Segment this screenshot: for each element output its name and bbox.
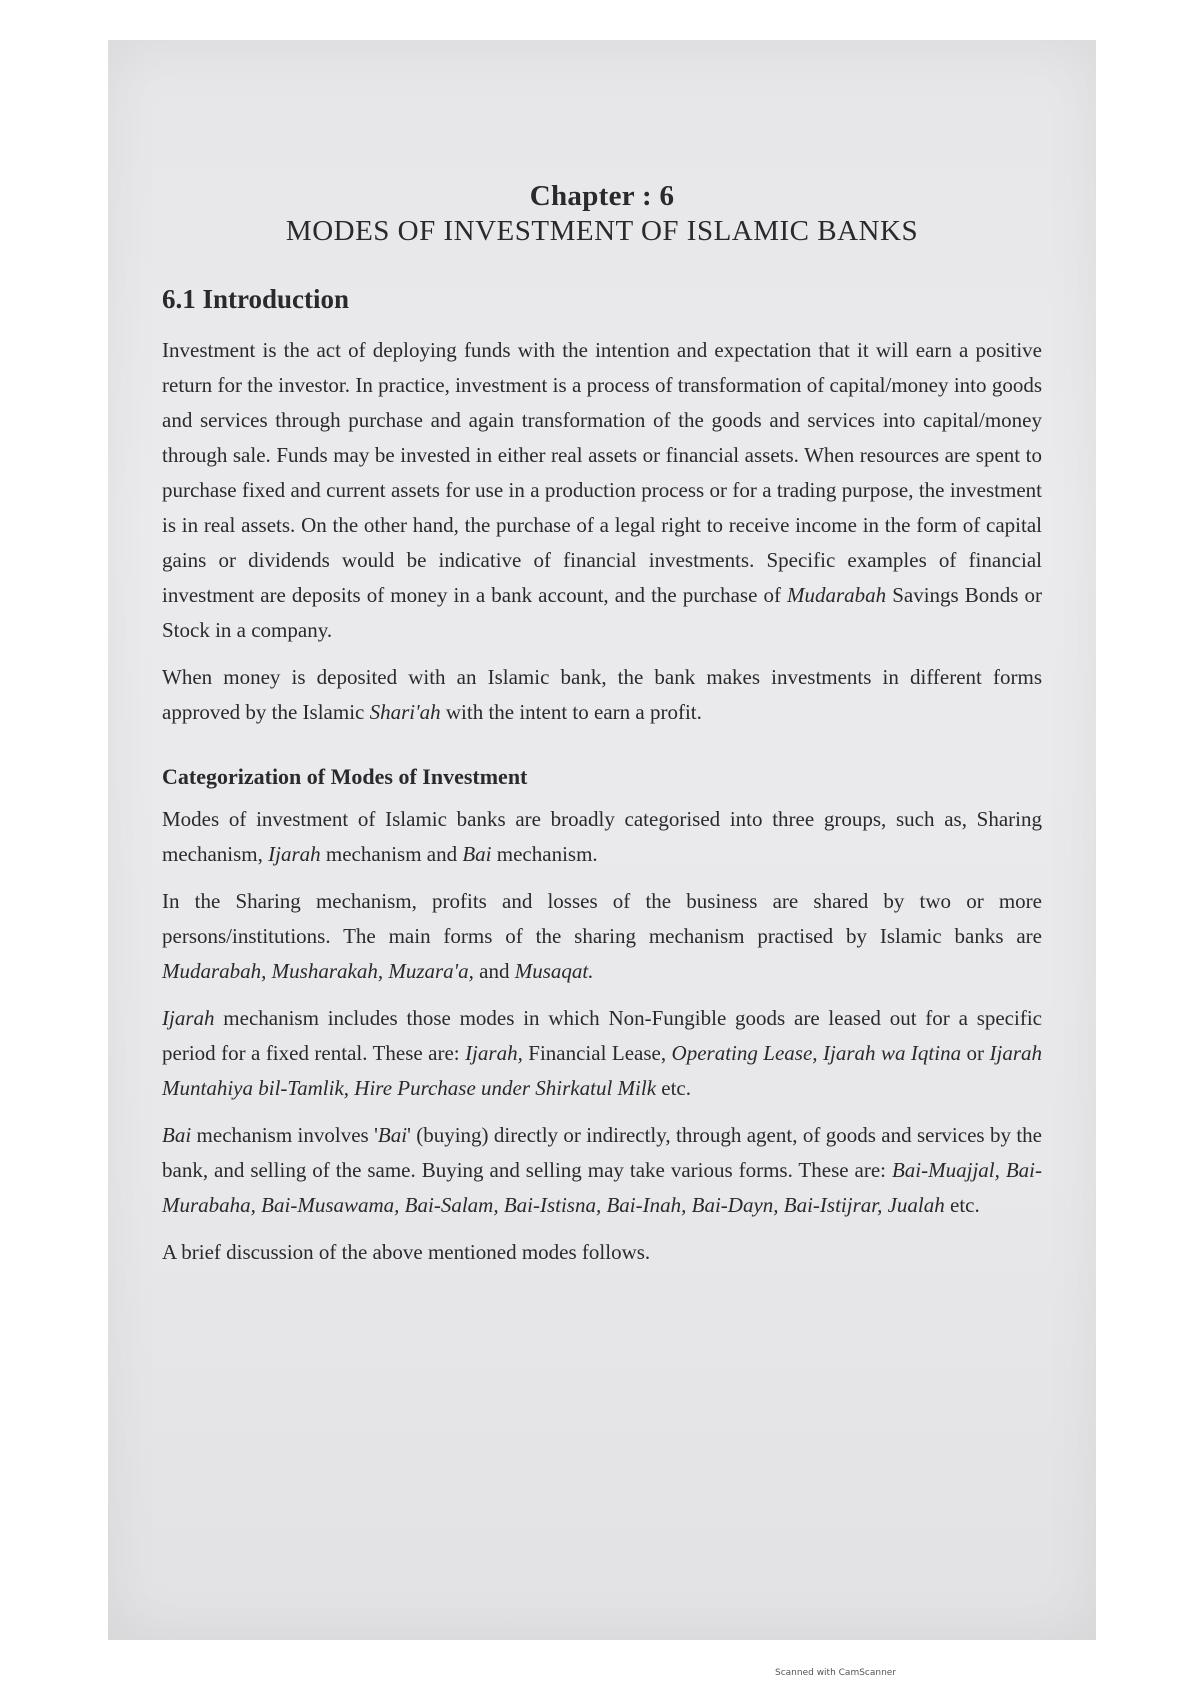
text-run: Financial Lease, bbox=[522, 1041, 672, 1065]
text-run: mechanism involves ' bbox=[191, 1123, 378, 1147]
italic-term: Ijarah bbox=[268, 842, 321, 866]
intro-paragraph-2 bbox=[162, 660, 1042, 730]
italic-term: Mudarabah bbox=[787, 583, 887, 607]
categorization-paragraph-1 bbox=[162, 802, 1042, 872]
italic-term: Operating Lease, Ijarah wa Iqtina bbox=[671, 1041, 962, 1065]
text-run: In the Sharing mechanism, profits and losses of the business are shared by two or more persons/institutions. The main forms of the sharing mechanism practised by Islamic banks are bbox=[162, 889, 1042, 948]
text-run: and bbox=[473, 959, 515, 983]
text-run: When money is deposited with an Islamic bank, the bank makes investments in different forms approved by the Islamic bbox=[162, 665, 1042, 724]
text-run: mechanism and bbox=[320, 842, 463, 866]
closing-paragraph: A brief discussion of the above mentioned modes follows. bbox=[162, 1240, 651, 1264]
text-run: or bbox=[961, 1041, 990, 1065]
intro-paragraph-1 bbox=[162, 333, 1042, 648]
sharing-mechanism-paragraph bbox=[162, 884, 1042, 989]
bai-mechanism-paragraph bbox=[162, 1118, 1042, 1223]
italic-term: Bai bbox=[162, 1123, 192, 1147]
text-run: etc. bbox=[656, 1076, 692, 1100]
italic-term: Ijarah, bbox=[465, 1041, 523, 1065]
chapter-title: MODES OF INVESTMENT OF ISLAMIC BANKS bbox=[285, 215, 919, 247]
chapter-label: Chapter : 6 bbox=[529, 180, 675, 212]
text-run: Modes of investment of Islamic banks are broadly categorised into three groups, such as, Sharing mechanism, bbox=[162, 807, 1042, 866]
page-content bbox=[162, 180, 1042, 1282]
text-run: mechanism includes those modes in which Non-Fungible goods are leased out for a specific period for a fixed rental. These are: bbox=[162, 1006, 1042, 1065]
italic-term: Bai-Muajjal, Bai-Murabaha, Bai-Musawama, Bai-Salam, Bai-Istisna, Bai-Inah, Bai-Dayn, Bai-Istijrar, Jualah bbox=[162, 1158, 1042, 1217]
scanned-page bbox=[108, 40, 1096, 1640]
text-run: Investment is the act of deploying funds with the intention and expectation that it will earn a positive return for the investor. In practice, investment is a process of transformation of capital/money into goods and services through purchase and again transformation of the goods and services into capital/money through sale. Funds may be invested in either real assets or financial assets. When resources are spent to purchase fixed and current assets for use in a production process or for a trading purpose, the investment is in real assets. On the other hand, the purchase of a legal right to receive income in the form of capital gains or dividends would be indicative of financial investments. Specific examples of financial investment are deposits of money in a bank account, and the purchase of bbox=[162, 338, 1042, 607]
text-run: etc. bbox=[944, 1193, 980, 1217]
italic-term: Shari'ah bbox=[369, 700, 441, 724]
ijarah-mechanism-paragraph bbox=[162, 1001, 1042, 1106]
categorization-heading: Categorization of Modes of Investment bbox=[162, 764, 528, 789]
italic-term: Bai bbox=[462, 842, 492, 866]
text-run: ' (buying) directly or indirectly, through agent, of goods and services by the bank, and selling of the same. Buying and selling may take various forms. These are: bbox=[162, 1123, 1042, 1182]
text-run: with the intent to earn a profit. bbox=[440, 700, 702, 724]
text-run: Savings Bonds or Stock in a company. bbox=[162, 583, 1042, 642]
italic-term: Bai bbox=[377, 1123, 408, 1147]
text-run: mechanism. bbox=[491, 842, 598, 866]
italic-term: Ijarah Muntahiya bil-Tamlik, Hire Purchase under Shirkatul Milk bbox=[162, 1041, 1042, 1100]
section-heading: 6.1 Introduction bbox=[162, 284, 350, 314]
italic-term: Ijarah bbox=[162, 1006, 215, 1030]
italic-term: Mudarabah, Musharakah, Muzara'a, bbox=[162, 959, 474, 983]
scanner-watermark: Scanned with CamScanner bbox=[775, 1668, 897, 1678]
italic-term: Musaqat. bbox=[514, 959, 594, 983]
